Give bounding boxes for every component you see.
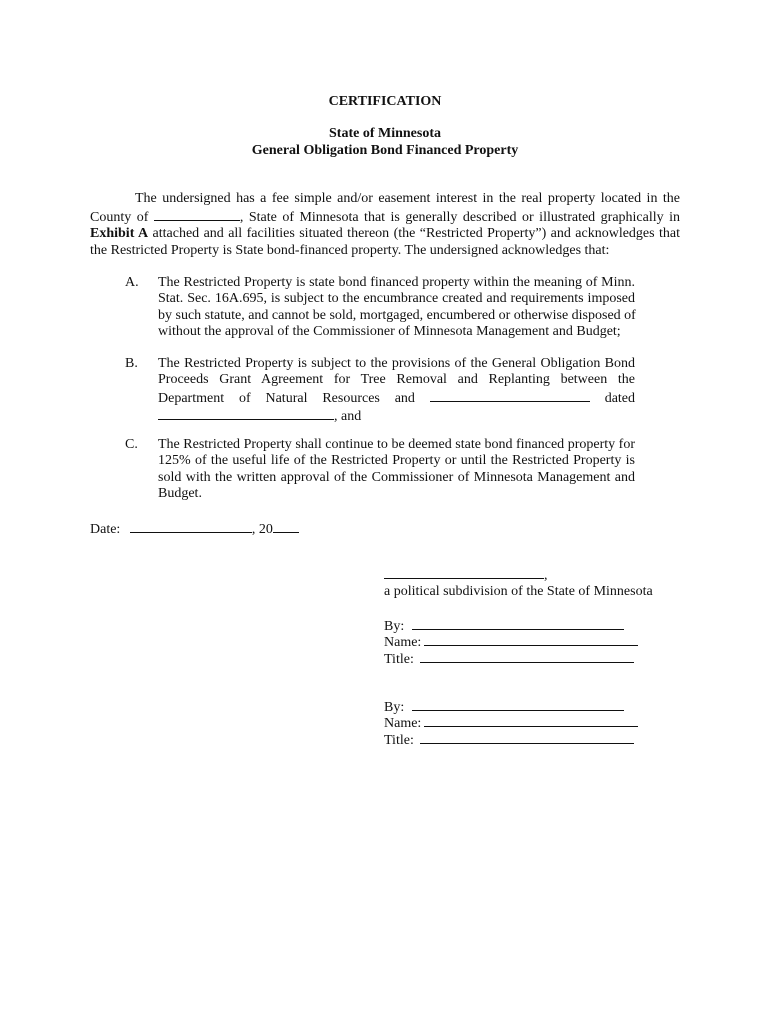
intro-paragraph [90,191,680,259]
document-title: CERTIFICATION [328,94,442,109]
clause-a-letter: A. [125,275,139,290]
signature-1-name-field[interactable] [424,633,638,646]
clause-b-text: The Restricted Property is subject to the provisions of the General Obligation Bond Proceeds Grant Agreement for Tree Removal and Replanting between the Department of Natural Resources and dated , and [158,356,636,424]
signature-2-by-field[interactable] [412,698,624,711]
signature-block-1: By: Name: Title: [384,617,664,666]
intro-line-2: County of , State of Minnesota that is generally described or illustrated graphically in [90,209,680,225]
date-label: Date: [90,522,121,537]
signature-2-name-field[interactable] [424,714,638,727]
document-subtitle-property: General Obligation Bond Financed Property [251,143,519,158]
intro-line-1: The undersigned has a fee simple and/or easement interest in the real property located in the [135,191,680,206]
intro-line-4: the Restricted Property is State bond-financed property. The undersigned acknowledges that: [90,242,610,258]
county-blank-field[interactable] [154,208,240,221]
clause-b-letter: B. [125,356,138,371]
clause-c-letter: C. [125,437,138,452]
signature-1-by-field[interactable] [412,617,624,630]
year-blank-field[interactable] [273,520,299,533]
signature-2-title-field[interactable] [420,731,634,744]
signature-block-2: By: Name: Title: [384,698,664,747]
signature-1-title-field[interactable] [420,650,634,663]
document-subtitle-state: State of Minnesota [329,126,441,141]
signatory-entity: , a political subdivision of the State of Minnesota [384,566,664,601]
clause-c-text: The Restricted Property shall continue to be deemed state bond financed property for 125% of the useful life of the Restricted Property or until the Restricted Property is sold with the written approval of the Commissioner of Minnesota Management and Budget. [158,437,635,501]
date-blank-field[interactable] [130,520,252,533]
intro-line-3: Exhibit A attached and all facilities situated thereon (the “Restricted Property”) and acknowledges that [90,226,680,241]
date-line: Date: , 20 [90,520,299,538]
clause-a-text: The Restricted Property is state bond financed property within the meaning of Minn. Stat. Sec. 16A.695, is subject to the encumbrance created and requirements imposed by such statute, and cannot be sold, mortgaged, encumbered or otherwise disposed of without the approval of the Commissioner of Minnesota Management and Budget; [158,275,636,339]
grantee-blank-field[interactable] [430,389,590,402]
agreement-date-blank-field[interactable] [158,407,334,420]
entity-caption: a political subdivision of the State of Minnesota [384,584,653,600]
entity-name-blank-field[interactable] [384,566,544,579]
